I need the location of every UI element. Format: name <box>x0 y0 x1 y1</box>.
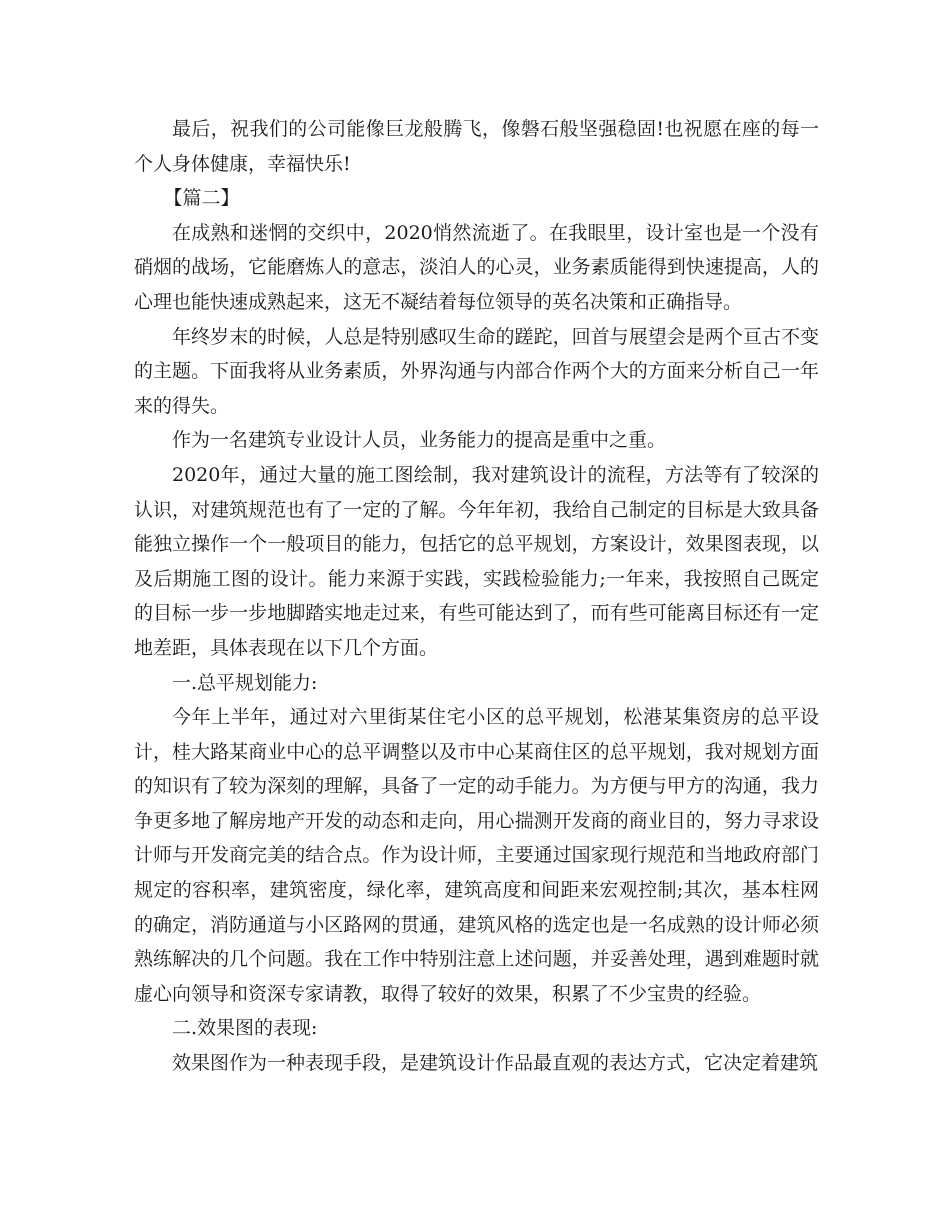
document-body <box>134 112 819 1081</box>
body-paragraph: 在成熟和迷惘的交织中，2020悄然流逝了。在我眼里，设计室也是一个没有硝烟的战场，它能磨炼人的意志，淡泊人的心灵，业务素质能得到快速提高，人的心理也能快速成熟起来，这无不凝结着每位领导的英名决策和正确指导。 <box>134 221 819 313</box>
subsection-heading: 一.总平规划能力: <box>172 671 318 694</box>
body-paragraph: 2020年，通过大量的施工图绘制，我对建筑设计的流程，方法等有了较深的认识，对建筑规范也有了一定的了解。今年年初，我给自己制定的目标是大致具备能独立操作一个一般项目的能力，包括它的总平规划，方案设计，效果图表现，以及后期施工图的设计。能力来源于实践，实践检验能力;一年来，我按照自己既定的目标一步一步地脚踏实地走过来，有些可能达到了，而有些可能离目标还有一定地差距，具体表现在以下几个方面。 <box>134 463 819 659</box>
body-paragraph: 年终岁末的时候，人总是特别感叹生命的蹉跎，回首与展望会是两个亘古不变的主题。下面我将从业务素质，外界沟通与内部合作两个大的方面来分析自己一年来的得失。 <box>134 325 819 417</box>
body-paragraph: 作为一名建筑专业设计人员，业务能力的提高是重中之重。 <box>172 429 667 452</box>
closing-paragraph: 最后，祝我们的公司能像巨龙般腾飞，像磐石般坚强稳固!也祝愿在座的每一个人身体健康，幸福快乐! <box>134 118 819 175</box>
body-paragraph: 今年上半年，通过对六里街某住宅小区的总平规划，松港某集资房的总平设计，桂大路某商业中心的总平调整以及市中心某商住区的总平规划，我对规划方面的知识有了较为深刻的理解，具备了一定的动手能力。为方便与甲方的沟通，我力争更多地了解房地产开发的动态和走向，用心揣测开发商的商业目的，努力寻求设计师与开发商完美的结合点。作为设计师，主要通过国家现行规范和当地政府部门规定的容积率，建筑密度，绿化率，建筑高度和间距来宏观控制;其次，基本柱网的确定，消防通道与小区路网的贯通，建筑风格的选定也是一名成熟的设计师必须熟练解决的几个问题。我在工作中特别注意上述问题，并妥善处理，遇到难题时就虚心向领导和资深专家请教，取得了较好的效果，积累了不少宝贵的经验。 <box>134 706 819 1005</box>
section-heading: 【篇二】 <box>163 187 240 210</box>
body-paragraph: 效果图作为一种表现手段，是建筑设计作品最直观的表达方式，它决定着建筑 <box>172 1052 819 1075</box>
subsection-heading: 二.效果图的表现: <box>172 1017 318 1040</box>
